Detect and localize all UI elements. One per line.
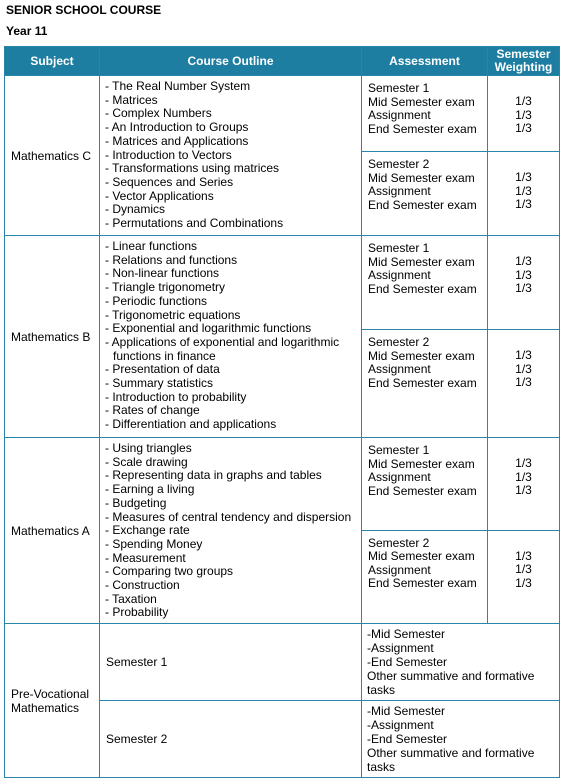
assessment-item: Other summative and formative tasks	[367, 669, 535, 698]
outline-item: - Triangle trigonometry	[105, 280, 226, 295]
outline-item: - Measurement	[105, 550, 186, 565]
assessment-item: End Semester exam	[368, 375, 477, 390]
course-outline-mathematics-b	[100, 236, 362, 438]
assessment-cell	[362, 152, 488, 236]
weighting-value: 1/3	[515, 121, 532, 136]
outline-item: - Taxation	[105, 591, 157, 606]
outline-item: - Dynamics	[105, 202, 166, 217]
weighting-value: 1/3	[515, 170, 532, 184]
outline-item: - Complex Numbers	[105, 106, 212, 121]
outline-item: - Periodic functions	[105, 293, 208, 308]
outline-item: - Exchange rate	[105, 523, 190, 538]
semester-label: Semester 2	[368, 157, 430, 171]
weighting-value: 1/3	[515, 107, 532, 122]
outline-item: - An Introduction to Groups	[105, 120, 249, 135]
outline-item: - Construction	[105, 578, 180, 593]
weighting-cell	[488, 330, 560, 438]
prevocational-semester: Semester 2	[100, 701, 362, 778]
prevocational-assessment	[362, 624, 560, 701]
outline-item: - Linear functions	[105, 239, 198, 253]
outline-item: - Exponential and logarithmic functions	[105, 321, 312, 336]
outline-item: - Matrices	[105, 92, 158, 107]
outline-item: - Budgeting	[105, 495, 167, 510]
assessment-cell	[362, 438, 488, 531]
assessment-item: Assignment	[368, 470, 431, 485]
course-table	[4, 46, 560, 778]
weighting-value: 1/3	[515, 348, 532, 362]
subject-row	[5, 236, 560, 330]
header-subject: Subject	[5, 47, 100, 76]
weighting-value: 1/3	[515, 267, 532, 282]
assessment-item: -Mid Semester	[367, 627, 446, 642]
prevocational-assessment	[362, 701, 560, 778]
assessment-item: -Mid Semester	[367, 704, 446, 719]
assessment-item: End Semester exam	[368, 483, 477, 498]
subject-name-mathematics-c: Mathematics C	[5, 76, 100, 236]
weighting-value: 1/3	[515, 575, 532, 590]
assessment-item: End Semester exam	[368, 576, 477, 591]
assessment-item: -End Semester	[367, 655, 448, 670]
weighting-value: 1/3	[515, 548, 532, 563]
weighting-cell	[488, 152, 560, 236]
subject-name-mathematics-a: Mathematics A	[5, 438, 100, 624]
outline-item: - Representing data in graphs and tables	[105, 468, 322, 483]
subject-name-pre-vocational-mathematics	[5, 624, 100, 778]
outline-item: - Comparing two groups	[105, 564, 234, 579]
prevocational-semester: Semester 1	[100, 624, 362, 701]
outline-item: - Spending Money	[105, 536, 203, 551]
assessment-item: Other summative and formative tasks	[367, 746, 535, 775]
assessment-item: -End Semester	[367, 732, 448, 747]
weighting-value: 1/3	[515, 562, 532, 577]
outline-item: - Introduction to Vectors	[105, 147, 232, 162]
outline-item: - Scale drawing	[105, 454, 188, 469]
outline-item: - Vector Applications	[105, 188, 214, 203]
weighting-value: 1/3	[515, 375, 532, 390]
prevocational-row	[5, 624, 560, 701]
assessment-item: Mid Semester exam	[368, 348, 475, 363]
assessment-cell	[362, 76, 488, 152]
weighting-cell	[488, 76, 560, 152]
year-label: Year 11	[6, 24, 48, 38]
assessment-item: Mid Semester exam	[368, 549, 475, 564]
weighting-value: 1/3	[515, 197, 532, 212]
outline-item: - Applications of exponential and logarithmic functions in finance	[105, 334, 340, 363]
outline-item: - Transformations using matrices	[105, 161, 280, 176]
assessment-item: Assignment	[368, 268, 431, 283]
weighting-value: 1/3	[515, 183, 532, 198]
header-row	[5, 47, 560, 76]
weighting-value: 1/3	[515, 361, 532, 376]
assessment-cell	[362, 236, 488, 330]
subject-row	[5, 438, 560, 531]
outline-item: - Differentiation and applications	[105, 417, 277, 432]
weighting-cell	[488, 438, 560, 531]
outline-item: - Matrices and Applications	[105, 133, 249, 148]
weighting-value: 1/3	[515, 456, 532, 470]
outline-item: - Summary statistics	[105, 376, 214, 391]
assessment-item: Assignment	[368, 108, 431, 123]
header-semester-weighting	[488, 47, 560, 76]
assessment-cell	[362, 330, 488, 438]
outline-item: - Rates of change	[105, 403, 200, 418]
course-outline-mathematics-a	[100, 438, 362, 624]
semester-label: Semester 1	[368, 443, 430, 457]
subject-name-line: Mathematics	[11, 700, 80, 715]
outline-item: - The Real Number System	[105, 79, 251, 93]
outline-item: - Earning a living	[105, 482, 195, 497]
weighting-value: 1/3	[515, 94, 532, 108]
header-weighting-line2: Weighting	[494, 60, 553, 74]
assessment-item: End Semester exam	[368, 197, 477, 212]
header-assessment: Assessment	[362, 47, 488, 76]
weighting-value: 1/3	[515, 469, 532, 484]
assessment-item: Mid Semester exam	[368, 456, 475, 471]
assessment-item: -Assignment	[367, 641, 434, 656]
semester-label: Semester 2	[368, 335, 430, 349]
outline-item: - Presentation of data	[105, 362, 220, 377]
subject-name-line: Pre-Vocational	[11, 686, 90, 701]
subject-row	[5, 76, 560, 152]
assessment-item: Mid Semester exam	[368, 254, 475, 269]
outline-item: - Sequences and Series	[105, 174, 234, 189]
outline-item: - Using triangles	[105, 441, 192, 455]
semester-label: Semester 2	[368, 535, 430, 550]
table-body	[5, 76, 560, 778]
outline-item: - Trigonometric equations	[105, 307, 241, 322]
outline-item: - Probability	[105, 605, 169, 620]
course-outline-mathematics-c	[100, 76, 362, 236]
assessment-item: Mid Semester exam	[368, 170, 475, 185]
semester-label: Semester 1	[368, 241, 430, 255]
assessment-item: Assignment	[368, 562, 431, 577]
outline-item: - Introduction to probability	[105, 389, 247, 404]
assessment-item: End Semester exam	[368, 121, 477, 136]
assessment-cell	[362, 530, 488, 624]
outline-item: - Non-linear functions	[105, 266, 220, 281]
outline-item: - Permutations and Combinations	[105, 216, 284, 231]
assessment-item: Assignment	[368, 362, 431, 377]
weighting-cell	[488, 236, 560, 330]
document-title: SENIOR SCHOOL COURSE	[6, 3, 162, 17]
assessment-item: -Assignment	[367, 718, 434, 733]
outline-item: - Relations and functions	[105, 252, 238, 267]
outline-item: - Measures of central tendency and dispersion	[105, 509, 352, 524]
weighting-value: 1/3	[515, 254, 532, 268]
weighting-value: 1/3	[515, 483, 532, 498]
weighting-cell	[488, 530, 560, 624]
weighting-value: 1/3	[515, 281, 532, 296]
assessment-item: End Semester exam	[368, 281, 477, 296]
header-weighting-line1: Semester	[496, 47, 551, 61]
header-course-outline: Course Outline	[100, 47, 362, 76]
subject-name-mathematics-b: Mathematics B	[5, 236, 100, 438]
assessment-item: Mid Semester exam	[368, 94, 475, 109]
assessment-item: Assignment	[368, 184, 431, 199]
semester-label: Semester 1	[368, 81, 430, 95]
